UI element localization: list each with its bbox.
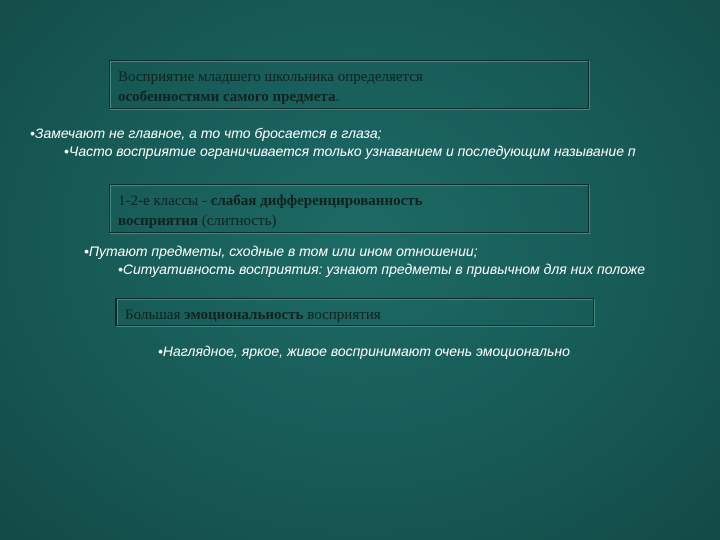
- box-line: [118, 191, 588, 211]
- bullet-item: •Путают предметы, сходные в том или ином отношении;: [84, 243, 478, 259]
- bullet-item: •Ситуативность восприятия: узнают предметы в привычном для них положе: [118, 261, 646, 277]
- bullet-item: •Часто восприятие ограничивается только узнаванием и последующим называние п: [64, 143, 636, 159]
- bullet-item: •Наглядное, яркое, живое воспринимают очень эмоционально: [158, 343, 570, 359]
- box-text: Восприятие младшего школьника определяется: [118, 69, 423, 85]
- bullet-item: •Замечают не главное, а то что бросается в глаза;: [30, 125, 382, 141]
- box-line: [118, 211, 588, 231]
- box-bold-text: особенностями самого предмета: [118, 89, 336, 105]
- box-bold-text: восприятия: [118, 213, 199, 229]
- definition-box: [109, 60, 589, 109]
- box-text: (слитность): [198, 213, 277, 229]
- grade-box: [109, 184, 589, 233]
- box-text: 1-2-е классы -: [118, 193, 211, 209]
- box-text: .: [335, 89, 340, 105]
- box-text: Большая: [125, 307, 185, 323]
- box-bold-text: слабая дифференцированность: [210, 193, 423, 209]
- box-bold-text: эмоциональность: [184, 307, 304, 323]
- box-line: [118, 87, 588, 107]
- box-text: восприятия: [303, 307, 381, 323]
- box-line: [118, 67, 588, 87]
- emotion-box: [115, 298, 594, 326]
